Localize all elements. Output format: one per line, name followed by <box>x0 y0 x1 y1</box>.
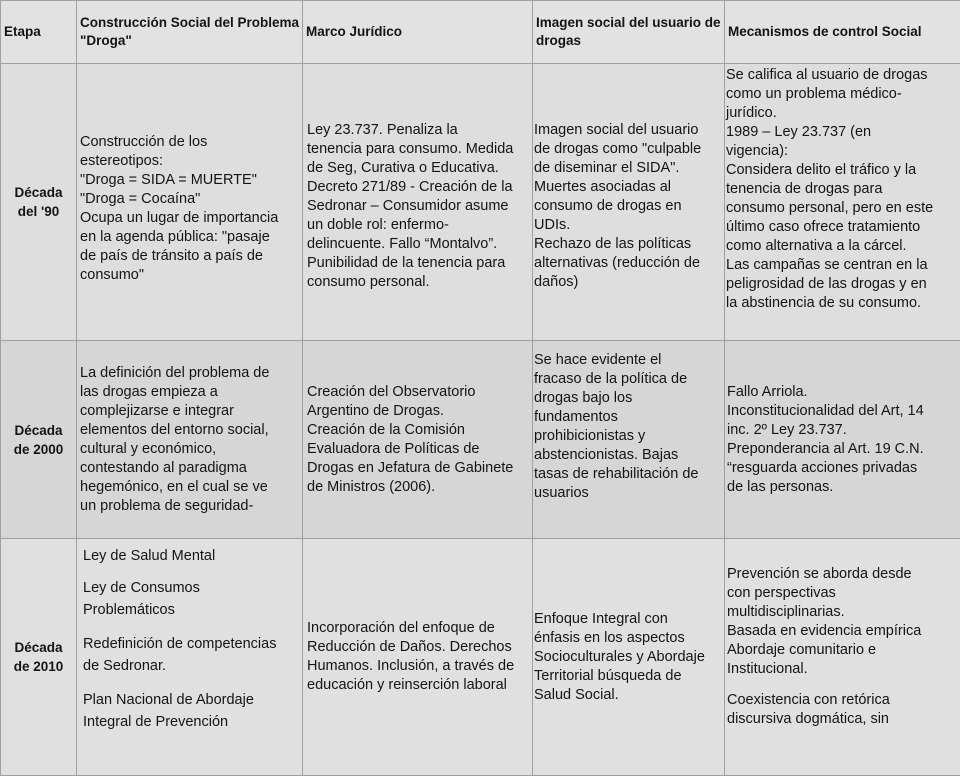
text-line: vigencia): <box>726 142 960 161</box>
text-line: multidisciplinarias. <box>727 603 960 622</box>
text-line: Drogas en Jefatura de Gabinete <box>307 459 532 478</box>
text-line: "Droga = Cocaína" <box>80 190 302 209</box>
construccion-cell <box>77 539 303 776</box>
text-line: Punibilidad de la tenencia para <box>307 254 532 273</box>
stage-cell: Década de 2000 <box>1 341 77 539</box>
text-line: Fallo Arriola. <box>727 383 960 402</box>
text-line: "Droga = SIDA = MUERTE" <box>80 171 302 190</box>
text-line: Sedronar – Consumidor asume <box>307 197 532 216</box>
text-line: consumo personal. <box>307 273 532 292</box>
text-line: Evaluadora de Políticas de <box>307 440 532 459</box>
text-line: complejizarse e integrar <box>80 402 302 421</box>
text-line: Ley de Consumos <box>83 577 302 599</box>
text-line: Coexistencia con retórica <box>727 691 960 710</box>
text-line: Redefinición de competencias <box>83 633 302 655</box>
stage-cell: Década de 2010 <box>1 539 77 776</box>
table-row-decada-2010 <box>1 539 960 776</box>
text-line: Ley de Salud Mental <box>83 547 302 566</box>
text-line: Socioculturales y Abordaje <box>534 648 724 667</box>
text-line: la abstinencia de su consumo. <box>726 294 960 313</box>
text-line: Decreto 271/89 - Creación de la <box>307 178 532 197</box>
text-line: discursiva dogmática, sin <box>727 710 960 729</box>
text-line: Territorial búsqueda de <box>534 667 724 686</box>
text-line: jurídico. <box>726 104 960 123</box>
text-line: Ocupa un lugar de importancia <box>80 209 302 228</box>
construccion-cell <box>77 64 303 341</box>
text-line: Muertes asociadas al <box>534 178 724 197</box>
table-row-decada-2000 <box>1 341 960 539</box>
text-line: Integral de Prevención <box>83 711 302 733</box>
text-line: UDIs. <box>534 216 724 235</box>
text-line: como un problema médico- <box>726 85 960 104</box>
text-line: Considera delito el tráfico y la <box>726 161 960 180</box>
text-line: inc. 2º Ley 23.737. <box>727 421 960 440</box>
header-imagen-social: Imagen social del usuario de drogas <box>533 1 725 64</box>
text-line: último caso ofrece tratamiento <box>726 218 960 237</box>
text-line: daños) <box>534 273 724 292</box>
text-line: las drogas empieza a <box>80 383 302 402</box>
text-line: Institucional. <box>727 660 960 679</box>
text-line: hegemónico, en el cual se ve <box>80 478 302 497</box>
text-line: en la agenda pública: "pasaje <box>80 228 302 247</box>
text-line: Las campañas se centran en la <box>726 256 960 275</box>
text-line: educación y reinserción laboral <box>307 676 532 695</box>
text-line: énfasis en los aspectos <box>534 629 724 648</box>
mecanismos-cell <box>725 341 960 539</box>
text-line: fundamentos <box>534 408 724 427</box>
text-line: Construcción de los <box>80 133 302 152</box>
imagen-cell <box>533 64 725 341</box>
text-line: Plan Nacional de Abordaje <box>83 689 302 711</box>
text-line: Incorporación del enfoque de <box>307 619 532 638</box>
text-line: Preponderancia al Art. 19 C.N. <box>727 440 960 459</box>
text-line: Se hace evidente el <box>534 351 724 370</box>
text-line: Imagen social del usuario <box>534 121 724 140</box>
text-line: Ley 23.737. Penaliza la <box>307 121 532 140</box>
text-line: un problema de seguridad- <box>80 497 302 516</box>
text-line: Argentino de Drogas. <box>307 402 532 421</box>
text-line: de Seg, Curativa o Educativa. <box>307 159 532 178</box>
text-line: Humanos. Inclusión, a través de <box>307 657 532 676</box>
text-line: Creación del Observatorio <box>307 383 532 402</box>
text-line: “resguarda acciones privadas <box>727 459 960 478</box>
text-line: La definición del problema de <box>80 364 302 383</box>
text-line: Rechazo de las políticas <box>534 235 724 254</box>
text-line: abstencionistas. Bajas <box>534 446 724 465</box>
text-line: alternativas (reducción de <box>534 254 724 273</box>
table-header-row <box>1 1 960 64</box>
text-line: tenencia para consumo. Medida <box>307 140 532 159</box>
text-line: consumo" <box>80 266 302 285</box>
marco-cell <box>303 341 533 539</box>
text-line: Inconstitucionalidad del Art, 14 <box>727 402 960 421</box>
text-line: de Ministros (2006). <box>307 478 532 497</box>
text-line: Abordaje comunitario e <box>727 641 960 660</box>
construccion-cell <box>77 341 303 539</box>
text-line: consumo personal, pero en este <box>726 199 960 218</box>
header-etapa: Etapa <box>1 1 77 64</box>
text-line: Problemáticos <box>83 599 302 621</box>
stage-cell: Década del '90 <box>1 64 77 341</box>
text-line: un doble rol: enfermo- <box>307 216 532 235</box>
text-line: de diseminar el SIDA". <box>534 159 724 178</box>
text-line: de drogas como "culpable <box>534 140 724 159</box>
text-line: prohibicionistas y <box>534 427 724 446</box>
imagen-cell <box>533 539 725 776</box>
header-construccion: Construcción Social del Problema "Droga" <box>77 1 303 64</box>
text-line: de las personas. <box>727 478 960 497</box>
text-line: Reducción de Daños. Derechos <box>307 638 532 657</box>
text-line: cultural y económico, <box>80 440 302 459</box>
table-row-decada-90 <box>1 64 960 341</box>
text-line: Prevención se aborda desde <box>727 565 960 584</box>
text-line: como alternativa a la cárcel. <box>726 237 960 256</box>
text-line: contestando al paradigma <box>80 459 302 478</box>
text-line: de Sedronar. <box>83 655 302 677</box>
text-line: de país de tránsito a país de <box>80 247 302 266</box>
text-line: delincuente. Fallo “Montalvo”. <box>307 235 532 254</box>
text-line: con perspectivas <box>727 584 960 603</box>
text-line: drogas bajo los <box>534 389 724 408</box>
imagen-cell <box>533 341 725 539</box>
text-line: peligrosidad de las drogas y en <box>726 275 960 294</box>
text-line: elementos del entorno social, <box>80 421 302 440</box>
text-line: Creación de la Comisión <box>307 421 532 440</box>
text-line: tasas de rehabilitación de <box>534 465 724 484</box>
text-line: tenencia de drogas para <box>726 180 960 199</box>
marco-cell <box>303 64 533 341</box>
text-line: Se califica al usuario de drogas <box>726 66 960 85</box>
text-line: fracaso de la política de <box>534 370 724 389</box>
text-line: 1989 – Ley 23.737 (en <box>726 123 960 142</box>
text-line: Basada en evidencia empírica <box>727 622 960 641</box>
text-line: Enfoque Integral con <box>534 610 724 629</box>
text-line: consumo de drogas en <box>534 197 724 216</box>
text-line: usuarios <box>534 484 724 503</box>
mecanismos-cell <box>725 64 960 341</box>
text-line: Salud Social. <box>534 686 724 705</box>
marco-cell <box>303 539 533 776</box>
header-marco-juridico: Marco Jurídico <box>303 1 533 64</box>
mecanismos-cell <box>725 539 960 776</box>
header-mecanismos: Mecanismos de control Social <box>725 1 960 64</box>
text-line: estereotipos: <box>80 152 302 171</box>
